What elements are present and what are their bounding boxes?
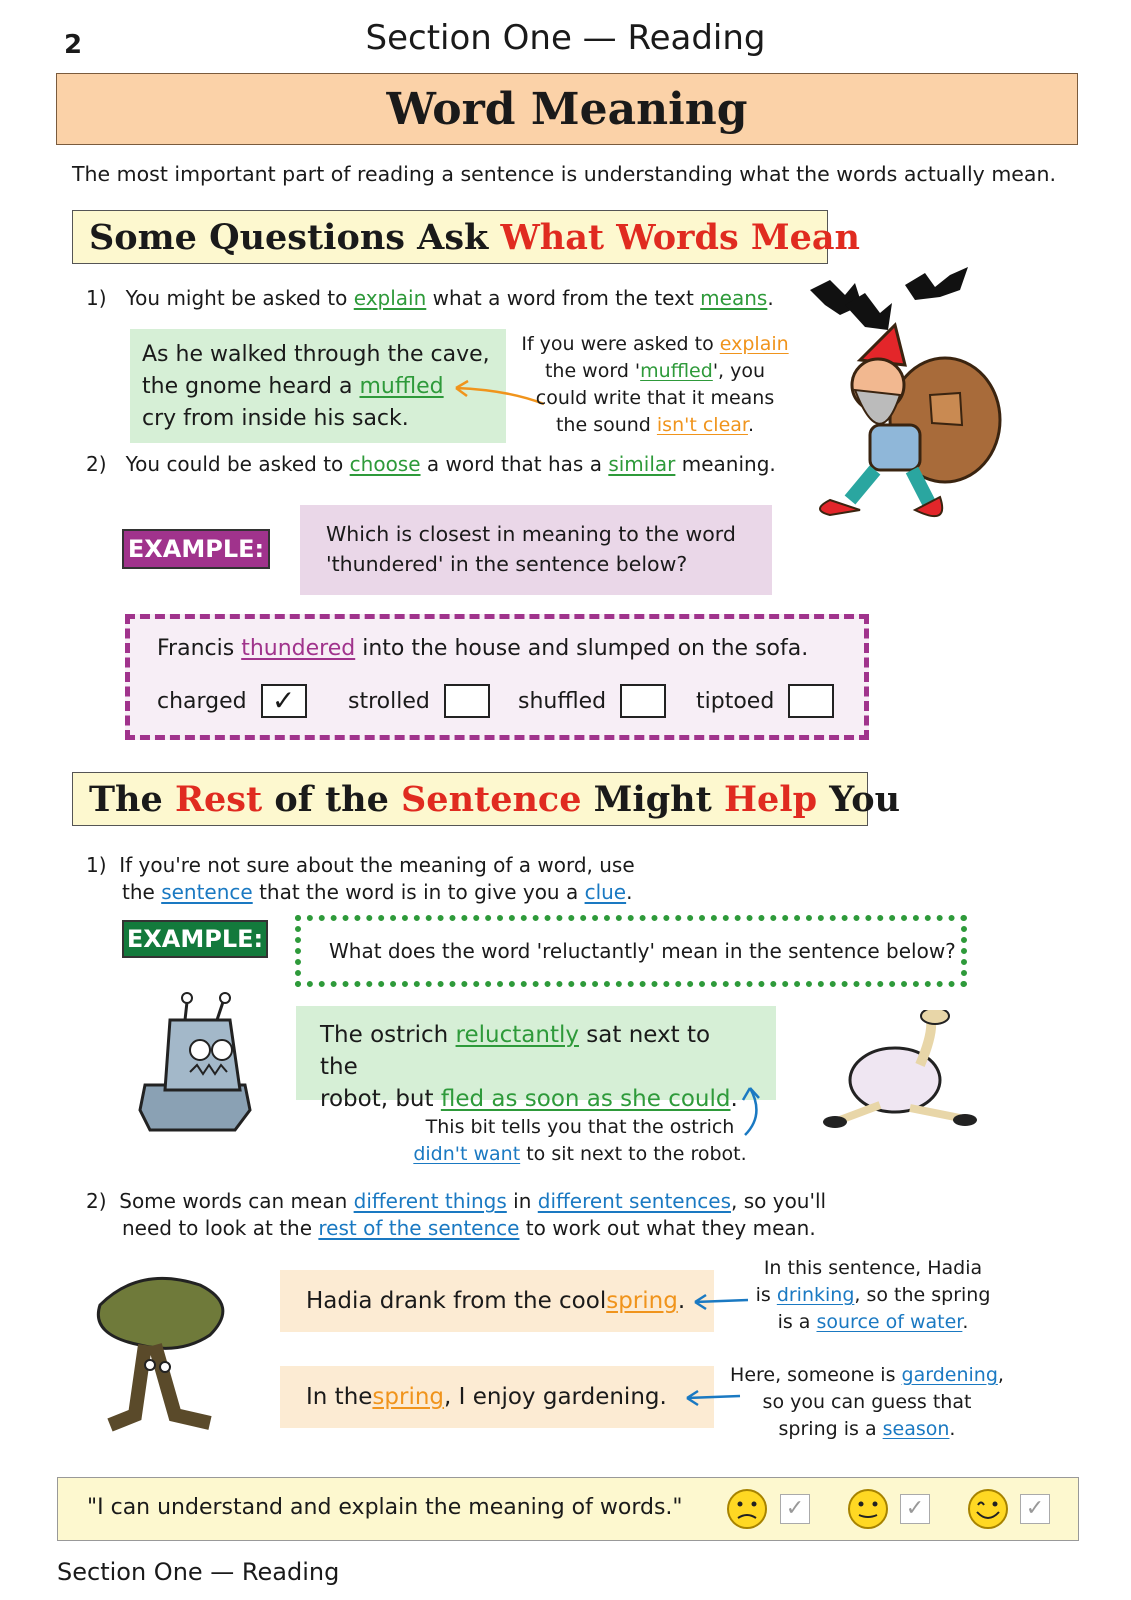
reluctantly-question-box: What does the word 'reluctantly' mean in the sentence below? — [295, 915, 967, 987]
gnome-quote-box: As he walked through the cave, the gnome heard a muffled cry from inside his sack. — [130, 329, 506, 443]
option-tiptoed[interactable]: tiptoed — [696, 684, 834, 718]
section2-heading — [72, 772, 901, 826]
option-strolled[interactable]: strolled — [348, 684, 490, 718]
ostrich-illustration — [810, 1010, 1000, 1140]
ostrich-sentence-box: The ostrich reluctantly sat next to the robot, but fled as soon as she could. — [296, 1006, 776, 1100]
section1-heading-text: Some Questions Ask What Words Mean — [89, 216, 860, 258]
spring-drink-sentence: Hadia drank from the cool spring . — [280, 1270, 714, 1332]
point1: 1) You might be asked to explain what a word from the text means. — [86, 286, 774, 310]
section1-heading — [72, 210, 860, 264]
gnome-with-sack-illustration — [800, 265, 1020, 555]
ostrich-note: This bit tells you that the ostrich didn't want to sit next to the robot. — [413, 1116, 747, 1165]
point2: 2) You could be asked to choose a word that has a similar meaning. — [86, 452, 776, 476]
robot-illustration — [125, 990, 265, 1150]
tree-illustration — [80, 1265, 240, 1435]
page-title: Word Meaning — [386, 83, 748, 135]
thundered-sentence: Francis thundered into the house and slumped on the sofa. — [157, 636, 809, 661]
page-number: 2 — [64, 30, 83, 60]
happy-face-icon[interactable] — [967, 1488, 1009, 1530]
example-label-2: EXAMPLE: — [122, 920, 268, 958]
self-assessment-quote: "I can understand and explain the meaning of words." — [87, 1495, 683, 1520]
question-box: Which is closest in meaning to the word 'thundered' in the sentence below? — [300, 505, 772, 595]
neutral-face-icon[interactable] — [847, 1488, 889, 1530]
section2-point2: 2) Some words can mean different things in different sentences, so you'll need to look at the rest of the sentence to work out what they mean. — [86, 1189, 827, 1240]
tick-box-happy[interactable]: ✓ — [1020, 1494, 1050, 1524]
answer-box — [125, 614, 869, 740]
checkbox-strolled[interactable] — [444, 684, 490, 718]
unsure-face-icon[interactable] — [726, 1488, 768, 1530]
spring-season-sentence: In the spring , I enjoy gardening. — [280, 1366, 714, 1428]
tick-box-neutral[interactable]: ✓ — [900, 1494, 930, 1524]
explain-side-note: If you were asked to explain the word 'muffled', you could write that it means the sound isn't clear. — [521, 333, 789, 436]
blue-arrow-icon — [690, 1292, 750, 1312]
checkbox-tiptoed[interactable] — [788, 684, 834, 718]
intro-text: The most important part of reading a sentence is understanding what the words actually mean. — [72, 162, 1056, 186]
example-label: EXAMPLE: — [122, 529, 270, 569]
tick-box-unsure[interactable]: ✓ — [780, 1494, 810, 1524]
option-charged[interactable]: charged ✓ — [157, 684, 307, 718]
section2-point1: 1) If you're not sure about the meaning of a word, use the sentence that the word is in to give you a clue. — [86, 853, 635, 904]
checkbox-shuffled[interactable] — [620, 684, 666, 718]
section2-heading-text: The Rest of the Sentence Might Help You — [89, 778, 901, 820]
spring-drink-note: In this sentence, Hadia is drinking, so the spring is a source of water. — [755, 1257, 991, 1333]
footer-section-label: Section One — Reading — [57, 1558, 340, 1586]
spring-season-note: Here, someone is gardening, so you can guess that spring is a season. — [730, 1364, 1004, 1440]
checkbox-charged[interactable]: ✓ — [261, 684, 307, 718]
option-shuffled[interactable]: shuffled — [518, 684, 666, 718]
section-title: Section One — Reading — [365, 18, 766, 58]
title-banner — [56, 73, 1078, 145]
